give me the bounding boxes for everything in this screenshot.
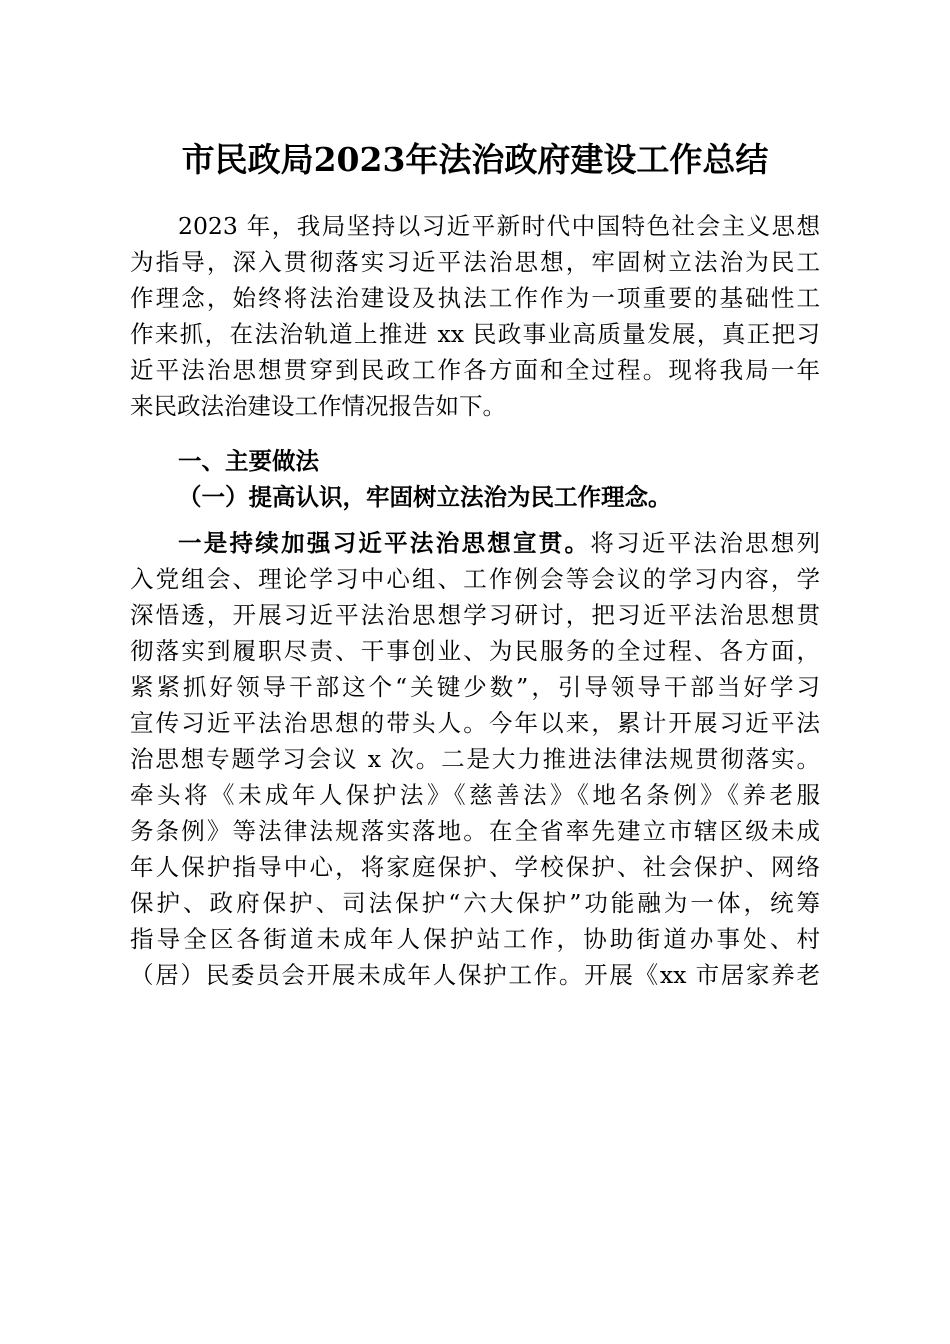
body-line: 指导全区各街道未成年人保护站工作，协助街道办事处、村: [130, 925, 820, 953]
section-heading: 一、主要做法: [178, 447, 319, 475]
body-line: 紧紧抓好领导干部这个“关键少数”，引导领导干部当好学习: [130, 673, 820, 701]
intro-line: 近平法治思想贯穿到民政工作各方面和全过程。现将我局一年: [130, 356, 820, 384]
intro-line: 2023 年，我局坚持以习近平新时代中国特色社会主义思想: [178, 212, 820, 240]
body-first-line: [178, 525, 820, 561]
body-line: 务条例》等法律法规落实落地。在全省率先建立市辖区级未成: [130, 817, 820, 845]
body-line: 年人保护指导中心，将家庭保护、学校保护、社会保护、网络: [130, 853, 820, 881]
body-line: 保护、政府保护、司法保护“六大保护”功能融为一体，统筹: [130, 889, 820, 917]
sub-heading: （一）提高认识，牢固树立法治为民工作理念。: [178, 483, 672, 511]
body-lead-rest: 将习近平法治思想列: [590, 529, 821, 557]
body-line: （居）民委员会开展未成年人保护工作。开展《xx 市居家养老: [130, 961, 820, 989]
intro-line: 来民政法治建设工作情况报告如下。: [130, 392, 506, 420]
body-line: 宣传习近平法治思想的带头人。今年以来，累计开展习近平法: [130, 709, 820, 737]
body-line: 治思想专题学习会议 x 次。二是大力推进法律法规贯彻落实。: [130, 745, 820, 773]
body-lead-bold: 一是持续加强习近平法治思想宣贯。: [178, 529, 591, 557]
body-line: 牵头将《未成年人保护法》《慈善法》《地名条例》《养老服: [130, 781, 820, 809]
intro-line: 为指导，深入贯彻落实习近平法治思想，牢固树立法治为民工: [130, 248, 820, 276]
document-title: 市民政局2023年法治政府建设工作总结: [181, 140, 769, 179]
body-line: 入党组会、理论学习中心组、工作例会等会议的学习内容，学: [130, 565, 820, 593]
intro-line: 作来抓，在法治轨道上推进 xx 民政事业高质量发展，真正把习: [130, 320, 820, 348]
body-line: 深悟透，开展习近平法治思想学习研讨，把习近平法治思想贯: [130, 601, 820, 629]
intro-line: 作理念，始终将法治建设及执法工作作为一项重要的基础性工: [130, 284, 820, 312]
body-line: 彻落实到履职尽责、干事创业、为民服务的全过程、各方面，: [130, 637, 820, 665]
